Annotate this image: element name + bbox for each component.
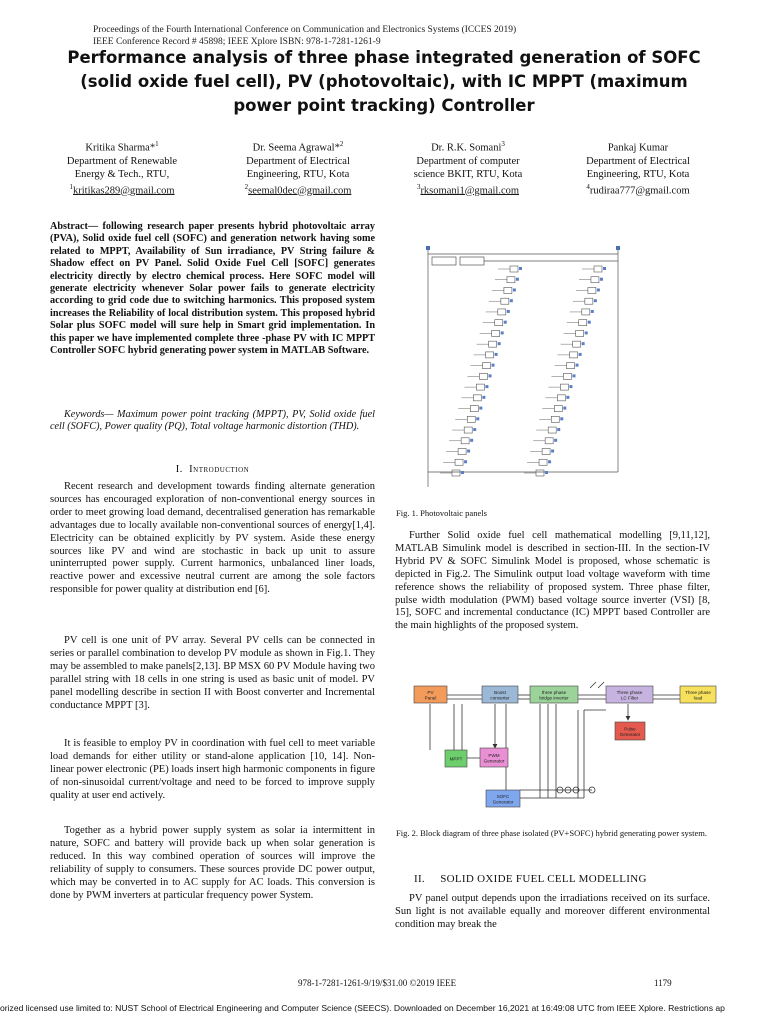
pv-panel-schematic-figure (418, 242, 640, 492)
pv-cell (542, 406, 566, 412)
mppt-block (445, 750, 467, 767)
switch-symbol (590, 682, 596, 688)
pv-cell (467, 373, 491, 379)
proceedings-line-1: Proceedings of the Fourth International Conference on Communication and Electronics Systems (ICCES 2019) (93, 25, 517, 35)
block-label: three phase (541, 689, 567, 695)
sofc-generator-block (486, 790, 520, 807)
author-affiliation-1: Department of Electrical (246, 155, 350, 167)
pv-cell (498, 266, 522, 272)
pv-cell (440, 470, 464, 476)
proceedings-line-2: IEEE Conference Record # 45898; IEEE Xplore ISBN: 978-1-7281-1261-9 (93, 37, 381, 47)
pv-cell (551, 373, 575, 379)
lc-filter-block (606, 686, 653, 703)
block-diagram-figure (410, 680, 720, 812)
pv-cell (483, 320, 507, 326)
pv-cell (545, 395, 569, 401)
pv-cell-string-2 (524, 266, 606, 476)
author-email-line: $^1$kritikas289@gmail.com (69, 182, 175, 196)
license-notice: orized licensed use limited to: NUST School of Electrical Engineering and Computer Science (SEECS). Downloaded on December 16,2021 at 16:49:08 UTC from IEEE Xplore. Restrictions ap (0, 1003, 725, 1013)
author-affiliation-2: Engineering, RTU, Kota (246, 168, 350, 180)
author-email-line: $^3$rksomani1@gmail.com (416, 182, 520, 196)
pv-cell (524, 470, 548, 476)
pwm-generator-block (480, 748, 508, 767)
section-overview-paragraph: Further Solid oxide fuel cell mathematical modelling [9,11,12], MATLAB Simulink model is described in section-III. In the section-IV Hybrid PV & SOFC Simulink Model is proposed, whose schematic is depicted in Fig.2. The Simulink output load voltage waveform with time reference shows the reliability of proposed system. Three phase filter, pulse width modulation (PWM) based voltage source inverter (VSI) [8, 15], SOFC and incremental conductance (IC) MPPT based Controller are the main highlights of the proposed system. (395, 530, 710, 632)
pv-cell (449, 438, 473, 444)
author-affiliation-1: Department of Electrical (586, 155, 690, 167)
pv-cell (471, 363, 495, 369)
block-label: Panel (424, 695, 437, 701)
author-affiliation-2: Energy & Tech., RTU, (74, 168, 170, 180)
pv-cell (536, 427, 560, 433)
block-label: Three phase (685, 689, 711, 695)
block-label: SOFC (496, 793, 510, 799)
abstract: Abstract— following research paper presents hybrid photovoltaic array (PVA), Solid oxide fuel cell (SOFC) and generation network having some related to MPPT, Availability of Sun irradiance, PV String failure & Shadow effect on PV Panel. Solid Oxide Fuel Cell [SOFC] generates electricity directly by electro chemical process. Here SOFC model will generate electricity whenever Solar power fails to generate electricity according to grid code due to switching harmonics. This proposed system increases the Reliability of local distribution system. This proposed hybrid Solar plus SOFC model will sure help in Smart grid implementation. In this paper we have implemented complete three -phase PV with IC MPPT Controller SOFC hybrid generating power system in MATLAB Software. (50, 221, 375, 357)
footer-isbn: 978-1-7281-1261-9/19/$31.00 ©2019 IEEE (298, 978, 457, 988)
pv-cell (455, 416, 479, 422)
pv-cell (492, 287, 516, 293)
figure-1-caption: Fig. 1. Photovoltaic panels (396, 508, 487, 518)
pv-cell (533, 438, 557, 444)
author-block-2 (218, 138, 378, 197)
bridge-inverter-block (530, 686, 578, 703)
pv-cell (579, 277, 603, 283)
block-label: Boost (494, 689, 506, 695)
pv-cell (477, 341, 501, 347)
author-block-3 (388, 138, 548, 197)
author-affiliation-2: Engineering, RTU, Kota (586, 168, 690, 180)
author-affiliation-1: Department of Renewable (66, 155, 178, 167)
pv-cell (539, 416, 563, 422)
title-line-1: Performance analysis of three phase integrated generation of SOFC (67, 48, 701, 67)
pv-cell (474, 352, 498, 358)
intro-paragraph-2: PV cell is one unit of PV array. Several PV cells can be connected in series or parallel combination to develop PV module as shown in Fig.1. They may be assembled to make panels[2,13]. BP MSX 60 PV Module having two parallel string with 18 cells in one string is used as basic unit of model. PV panel modelling describe in section II with Boost converter and Incremental conductance MPPT [3]. (50, 635, 375, 711)
pv-cell (564, 330, 588, 336)
intro-paragraph-3: It is feasible to employ PV in coordination with fuel cell to meet variable load demands for either utility or stand-alone application [10, 14]. Non-linear power electronic (PE) loads insert high harmonic components in figure of non-sinusoidal current/voltage and need to be forced to improve supply quality at user end actively. (50, 738, 375, 801)
pv-cell (464, 384, 488, 390)
terminal-marker (616, 246, 620, 250)
page-number: 1179 (654, 978, 672, 988)
pv-cell (570, 309, 594, 315)
paper-title (40, 46, 728, 118)
block-label: Three phase (616, 689, 643, 695)
pv-cell (458, 406, 482, 412)
keywords: Keywords— Maximum power point tracking (MPPT), PV, Solid oxide fuel cell (SOFC), Power quality (PQ), Total voltage harmonic distortion (THD). (50, 409, 375, 433)
pv-cell (489, 298, 513, 304)
pv-cell (573, 298, 597, 304)
author-block-1 (42, 138, 202, 197)
author-email-link[interactable]: rksomani1@gmail.com (420, 185, 520, 196)
title-line-3: power point tracking) Controller (233, 96, 535, 115)
pv-cell (561, 341, 585, 347)
proceedings-header (93, 24, 516, 48)
pulse-generator-block (615, 722, 645, 740)
author-name: Dr. R.K. Somani$^3$ (431, 140, 505, 154)
author-name: Pankaj Kumar (607, 142, 669, 154)
block-label: Generator (492, 799, 514, 805)
block-label: Generator (619, 731, 641, 737)
author-affiliation-1: Department of computer (416, 155, 520, 167)
three-phase-load-block (680, 686, 716, 703)
author-name: Kritika Sharma*$^1$ (85, 140, 159, 154)
block-label: converter (490, 695, 510, 701)
pv-cell (480, 330, 504, 336)
block-label: Generator (483, 758, 505, 764)
pv-cell (558, 352, 582, 358)
block-label: Pulse (624, 726, 636, 732)
block-label: MPPT (449, 756, 463, 762)
intro-paragraph-4: Together as a hybrid power supply system as solar ia intermittent in nature, SOFC and battery will provide back up when solar generation is reduced. In this way combined operation of sources will improve the reliability of supply to consumers. These sources provide DC power output, which may be converted in to AC supply for AC loads. This conversion is done by PWM inverters at particular frequency power System. (50, 825, 375, 901)
pv-panel-block (414, 686, 447, 703)
pv-output-paragraph: PV panel output depends upon the irradiations received on its surface. Sun light is not available equally and moreover different environmental condition may break the (395, 893, 710, 930)
component-box (432, 257, 456, 265)
component-box (460, 257, 484, 265)
author-affiliation-2: science BKIT, RTU, Kota (413, 168, 523, 180)
block-label: LC Filter (620, 695, 639, 701)
pv-cell (495, 277, 519, 283)
intro-paragraph-1: Recent research and development towards finding alternate generation sources has encouraged exploration of non-conventional energy sources in order to meet growing load demand, decentralised generation has remarkable advantages due to locally available non-conventional sources of energy[1,4]. Electricity can be obtained explicitly by PV system. Aside these energy sources like PV and wind are stochastic in back up unit to assure uninterrupted power supply. Current harmonics, unbalanced liner loads, reactive power and excessive neutral current are among the sole factors responsible for power quality at distribution end [6]. (50, 481, 375, 596)
author-email-link[interactable]: kritikas289@gmail.com (72, 185, 175, 196)
pv-cell (530, 449, 554, 455)
switch-symbol (598, 682, 604, 688)
section-heading-introduction: I. Introduction (175, 464, 250, 475)
block-label: PV (427, 689, 434, 695)
author-email-line: $^2$seemal0dec@gmail.com (244, 182, 352, 196)
pv-cell (446, 449, 470, 455)
block-label: PWM (488, 752, 500, 758)
author-email-link[interactable]: seemal0dec@gmail.com (248, 185, 352, 196)
pv-cell (486, 309, 510, 315)
block-label: bridge inverter (539, 695, 569, 701)
pv-cell (576, 287, 600, 293)
boost-converter-block (482, 686, 518, 703)
figure-2-caption: Fig. 2. Block diagram of three phase isolated (PV+SOFC) hybrid generating power system. (396, 828, 707, 838)
pv-cell (555, 363, 579, 369)
pv-cell (548, 384, 572, 390)
block-label: load (693, 695, 703, 701)
pv-cell (443, 459, 467, 465)
title-line-2: (solid oxide fuel cell), PV (photovoltaic), with IC MPPT (maximum (80, 72, 688, 91)
pv-cell (567, 320, 591, 326)
pv-cell (527, 459, 551, 465)
author-email-text[interactable]: rudiraa777@gmail.com (589, 185, 690, 196)
pv-cell (452, 427, 476, 433)
pv-cell-string-1 (440, 266, 522, 476)
author-name: Dr. Seema Agrawal*$^2$ (252, 140, 344, 154)
section-heading-sofc-modelling: II. SOLID OXIDE FUEL CELL MODELLING (414, 873, 647, 885)
terminal-marker (426, 246, 430, 250)
author-block-4 (558, 138, 718, 197)
pv-cell (461, 395, 485, 401)
author-email-line: $^4$rudiraa777@gmail.com (586, 182, 690, 196)
pv-cell (582, 266, 606, 272)
